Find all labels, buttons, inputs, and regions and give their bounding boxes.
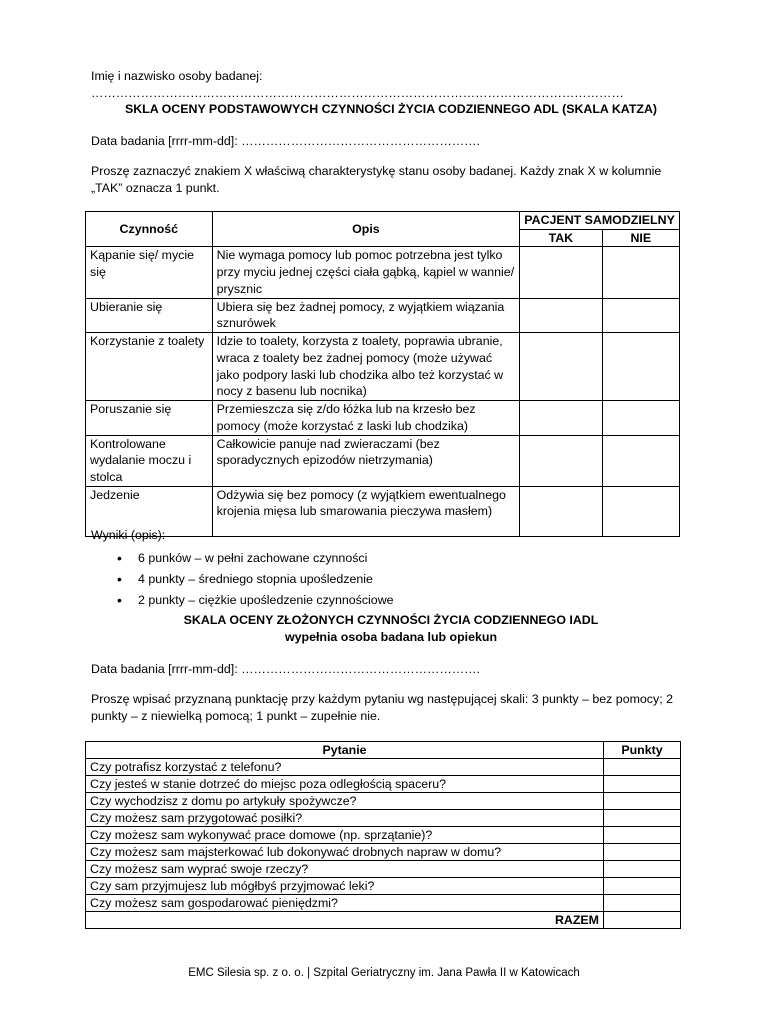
results-list: [91, 548, 394, 611]
activity-cell: Kontrolowane wydalanie moczu i stolca: [86, 435, 213, 486]
adl-date-line: Data badania [rrrr-mm-dd]: ………………………………………………….: [91, 134, 480, 148]
table-row: [86, 810, 681, 827]
no-checkbox-cell[interactable]: [602, 333, 679, 401]
table-row: [86, 878, 681, 895]
question-cell: Czy możesz sam majsterkować lub dokonywać drobnych napraw w domu?: [86, 844, 604, 861]
question-cell: Czy możesz sam gospodarować pieniędzmi?: [86, 895, 604, 912]
list-item: • 2 punkty – ciężkie upośledzenie czynnościowe: [91, 590, 394, 611]
column-header-independent-patient: PACJENT SAMODZIELNY: [520, 212, 680, 230]
iadl-date-line: Data badania [rrrr-mm-dd]: ………………………………………………….: [91, 662, 480, 676]
activity-cell: Jedzenie: [86, 486, 213, 536]
adl-table: [85, 211, 680, 537]
patient-name-line: Imię i nazwisko osoby badanej: …………………………………………………………………………………………………………………: [91, 69, 624, 100]
question-cell: Czy możesz sam wyprać swoje rzeczy?: [86, 861, 604, 878]
points-input-cell[interactable]: [604, 793, 681, 810]
table-row: [86, 401, 680, 435]
yes-checkbox-cell[interactable]: [520, 298, 602, 332]
yes-checkbox-cell[interactable]: [520, 401, 602, 435]
points-input-cell[interactable]: [604, 895, 681, 912]
list-item: • 6 punków – w pełni zachowane czynności: [91, 548, 394, 569]
column-header-no: NIE: [602, 229, 679, 247]
table-row: [86, 247, 680, 298]
points-input-cell[interactable]: [604, 878, 681, 895]
question-cell: Czy wychodzisz z domu po artykuły spożywcze?: [86, 793, 604, 810]
column-header-question: Pytanie: [86, 742, 604, 759]
points-input-cell[interactable]: [604, 844, 681, 861]
iadl-title: SKALA OCENY ZŁOŻONYCH CZYNNOŚCI ŻYCIA CODZIENNEGO IADL wypełnia osoba badana lub opiekun: [183, 613, 599, 644]
column-header-description: Opis: [212, 212, 520, 247]
activity-cell: Korzystanie z toalety: [86, 333, 213, 401]
question-cell: Czy możesz sam wykonywać prace domowe (np. sprzątanie)?: [86, 827, 604, 844]
table-row: [86, 793, 681, 810]
description-cell: Odżywia się bez pomocy (z wyjątkiem ewentualnego krojenia mięsa lub smarowania pieczywa masłem): [212, 486, 520, 536]
yes-checkbox-cell[interactable]: [520, 247, 602, 298]
question-cell: Czy jesteś w stanie dotrzeć do miejsc poza odległością spaceru?: [86, 776, 604, 793]
activity-cell: Ubieranie się: [86, 298, 213, 332]
yes-checkbox-cell[interactable]: [520, 333, 602, 401]
column-header-activity: Czynność: [86, 212, 213, 247]
table-row: [86, 333, 680, 401]
table-row: [86, 895, 681, 912]
column-header-points: Punkty: [604, 742, 681, 759]
description-cell: Całkowicie panuje nad zwieraczami (bez sporadycznych epizodów nietrzymania): [212, 435, 520, 486]
activity-cell: Kąpanie się/ mycie się: [86, 247, 213, 298]
description-cell: Ubiera się bez żadnej pomocy, z wyjątkiem wiązania sznurówek: [212, 298, 520, 332]
column-header-yes: TAK: [520, 229, 602, 247]
iadl-table: [85, 741, 681, 929]
yes-checkbox-cell[interactable]: [520, 435, 602, 486]
no-checkbox-cell[interactable]: [602, 435, 679, 486]
no-checkbox-cell[interactable]: [602, 298, 679, 332]
question-cell: Czy sam przyjmujesz lub mógłbyś przyjmować leki?: [86, 878, 604, 895]
iadl-instructions: Proszę wpisać przyznaną punktację przy każdym pytaniu wg następującej skali: 3 punkty – bez pomocy; 2 punkty – z niewielką pomocą; 1 punkt – zupełnie nie.: [91, 692, 673, 723]
adl-instructions: Proszę zaznaczyć znakiem X właściwą charakterystykę stanu osoby badanej. Każdy znak X w kolumnie „TAK” oznacza 1 punkt.: [91, 164, 662, 195]
question-cell: Czy potrafisz korzystać z telefonu?: [86, 759, 604, 776]
no-checkbox-cell[interactable]: [602, 247, 679, 298]
table-row: [86, 776, 681, 793]
results-heading: Wyniki (opis):: [91, 528, 166, 542]
table-row: [86, 827, 681, 844]
points-input-cell[interactable]: [604, 827, 681, 844]
list-item: • 4 punkty – średniego stopnia upośledzenie: [91, 569, 394, 590]
no-checkbox-cell[interactable]: [602, 401, 679, 435]
description-cell: Przemieszcza się z/do łóżka lub na krzesło bez pomocy (może korzystać z laski lub chodzika): [212, 401, 520, 435]
table-row: [86, 759, 681, 776]
description-cell: Idzie to toalety, korzysta z toalety, poprawia ubranie, wraca z toalety bez żadnej pomocy (może używać jako podpory laski lub chodzika albo też korzystać w nocy z basenu lub nocnika): [212, 333, 520, 401]
page-footer: EMC Silesia sp. z o. o. | Szpital Geriatryczny im. Jana Pawła II w Katowicach: [188, 967, 580, 979]
table-row: [86, 298, 680, 332]
adl-title: SKLA OCENY PODSTAWOWYCH CZYNNOŚCI ŻYCIA CODZIENNEGO ADL (SKALA KATZA): [124, 102, 658, 116]
points-input-cell[interactable]: [604, 776, 681, 793]
points-input-cell[interactable]: [604, 861, 681, 878]
activity-cell: Poruszanie się: [86, 401, 213, 435]
table-row: [86, 435, 680, 486]
table-row: [86, 861, 681, 878]
description-cell: Nie wymaga pomocy lub pomoc potrzebna jest tylko przy myciu jednej części ciała gąbką, kąpiel w wannie/ prysznic: [212, 247, 520, 298]
total-label: RAZEM: [86, 912, 604, 929]
points-input-cell[interactable]: [604, 810, 681, 827]
table-row: [86, 844, 681, 861]
points-input-cell[interactable]: [604, 759, 681, 776]
total-row: [86, 912, 681, 929]
question-cell: Czy możesz sam przygotować posiłki?: [86, 810, 604, 827]
total-points-cell[interactable]: [604, 912, 681, 929]
